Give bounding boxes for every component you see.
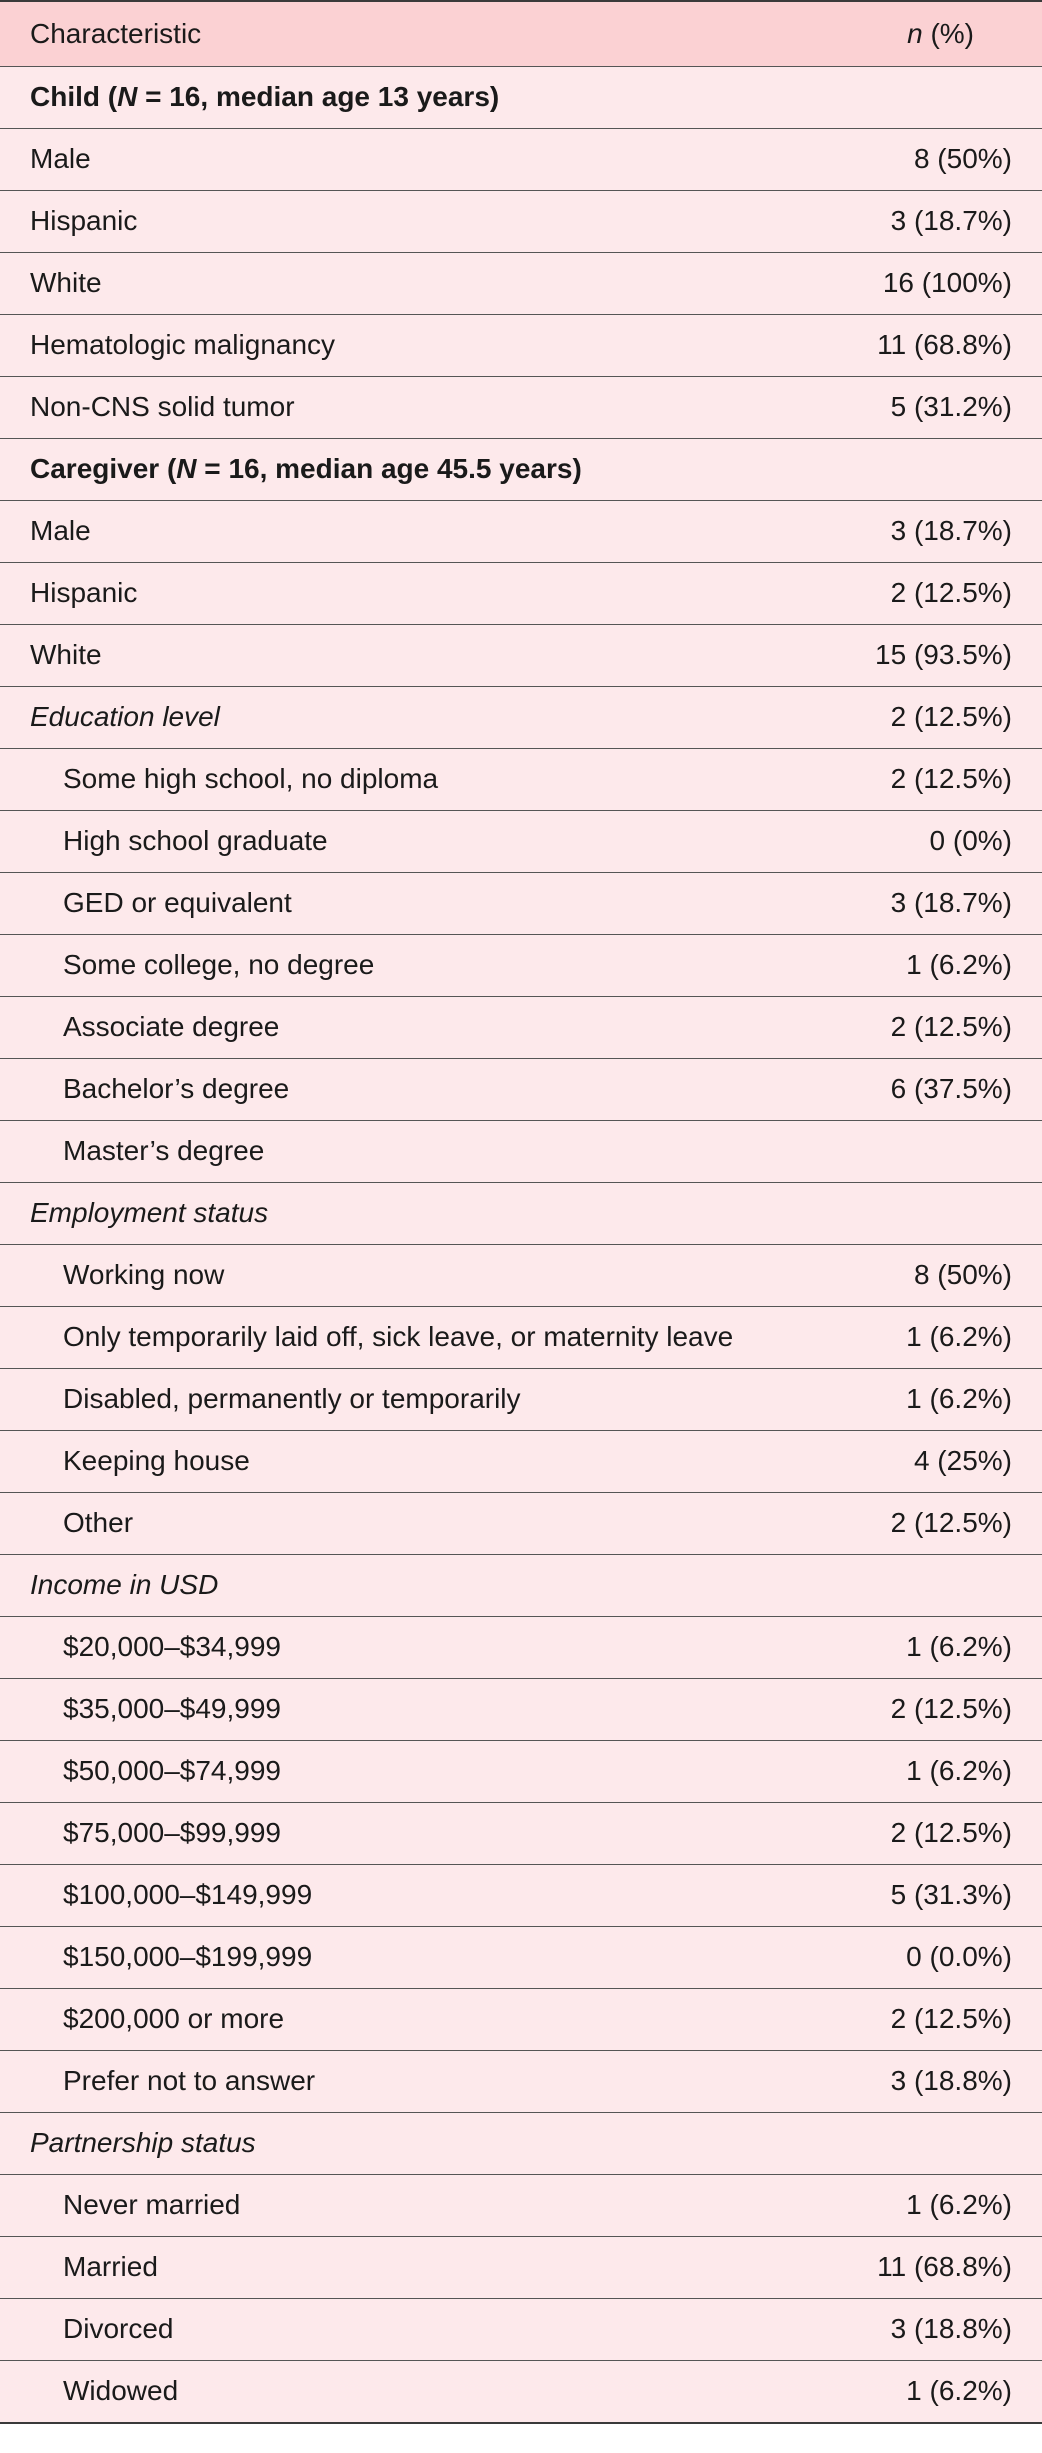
row-label: Non-CNS solid tumor: [0, 376, 830, 438]
row-label: $150,000–$199,999: [0, 1926, 830, 1988]
table-row: [0, 1430, 1042, 1492]
table-row: [0, 1678, 1042, 1740]
table-row: [0, 314, 1042, 376]
table-row: [0, 1802, 1042, 1864]
row-value: 1 (6.2%): [830, 1368, 1042, 1430]
row-value: 3 (18.7%): [830, 190, 1042, 252]
table-row: [0, 2174, 1042, 2236]
table-row: [0, 1058, 1042, 1120]
row-label: Bachelor’s degree: [0, 1058, 830, 1120]
table-row: [0, 190, 1042, 252]
row-label: Never married: [0, 2174, 830, 2236]
section-title-child: Child (N = 16, median age 13 years): [0, 66, 1042, 128]
row-value: 11 (68.8%): [830, 314, 1042, 376]
table-row: [0, 1988, 1042, 2050]
table-row: [0, 624, 1042, 686]
row-label: Some college, no degree: [0, 934, 830, 996]
row-value: 2 (12.5%): [830, 996, 1042, 1058]
subsection-value-education: 2 (12.5%): [830, 686, 1042, 748]
subsection-label-partnership: Partnership status: [0, 2112, 1042, 2174]
table-row: [0, 872, 1042, 934]
row-value: 0 (0%): [830, 810, 1042, 872]
row-label: GED or equivalent: [0, 872, 830, 934]
table-row: [0, 2050, 1042, 2112]
row-value: 2 (12.5%): [830, 562, 1042, 624]
row-label: $200,000 or more: [0, 1988, 830, 2050]
subsection-row-employment: [0, 1182, 1042, 1244]
subsection-row-income: [0, 1554, 1042, 1616]
row-label: White: [0, 624, 830, 686]
row-value: 1 (6.2%): [830, 2174, 1042, 2236]
row-label: Divorced: [0, 2298, 830, 2360]
row-label: Male: [0, 128, 830, 190]
table-row: [0, 1368, 1042, 1430]
characteristic-header: Characteristic: [0, 2, 830, 66]
table-row: [0, 810, 1042, 872]
row-label: $75,000–$99,999: [0, 1802, 830, 1864]
table-row: [0, 748, 1042, 810]
row-value: 1 (6.2%): [830, 1306, 1042, 1368]
table-row: [0, 2360, 1042, 2422]
n-label: n: [907, 17, 923, 49]
row-value: [830, 1120, 1042, 1182]
table-row: [0, 1306, 1042, 1368]
row-value: 0 (0.0%): [830, 1926, 1042, 1988]
row-label: Prefer not to answer: [0, 2050, 830, 2112]
row-value: 8 (50%): [830, 1244, 1042, 1306]
row-value: 1 (6.2%): [906, 2375, 1012, 2407]
row-label: Hispanic: [0, 190, 830, 252]
n-percent-header: [830, 2, 1042, 66]
row-value: 1 (6.2%): [830, 934, 1042, 996]
row-label: Keeping house: [0, 1430, 830, 1492]
table-row: [0, 1740, 1042, 1802]
table-row: [0, 1244, 1042, 1306]
subsection-row-partnership: [0, 2112, 1042, 2174]
table-row: [0, 1864, 1042, 1926]
row-label: $50,000–$74,999: [0, 1740, 830, 1802]
subsection-label-education: Education level: [0, 686, 830, 748]
row-value: 11 (68.8%): [830, 2236, 1042, 2298]
row-value: 2 (12.5%): [830, 748, 1042, 810]
row-value: 2 (12.5%): [830, 1492, 1042, 1554]
table-row: [0, 934, 1042, 996]
row-value: 4 (25%): [830, 1430, 1042, 1492]
row-label: Hematologic malignancy: [0, 314, 830, 376]
row-value: 8 (50%): [830, 128, 1042, 190]
subsection-row-education: [0, 686, 1042, 748]
row-value: 3 (18.7%): [830, 872, 1042, 934]
row-value: 1 (6.2%): [830, 1740, 1042, 1802]
row-value: 6 (37.5%): [830, 1058, 1042, 1120]
table-row: [0, 252, 1042, 314]
percent-label: (%): [922, 17, 974, 49]
row-label: $20,000–$34,999: [0, 1616, 830, 1678]
row-value: 2 (12.5%): [830, 1988, 1042, 2050]
row-label: Widowed: [63, 2375, 179, 2407]
table-row: [0, 1616, 1042, 1678]
row-label: Master’s degree: [0, 1120, 830, 1182]
row-value: 2 (12.5%): [830, 1802, 1042, 1864]
row-label: $100,000–$149,999: [0, 1864, 830, 1926]
table-row: [0, 128, 1042, 190]
row-label: High school graduate: [0, 810, 830, 872]
table-row: [0, 562, 1042, 624]
row-label: $35,000–$49,999: [0, 1678, 830, 1740]
row-label: Male: [0, 500, 830, 562]
section-row-child: [0, 66, 1042, 128]
row-value: 2 (12.5%): [830, 1678, 1042, 1740]
row-value: 3 (18.8%): [830, 2298, 1042, 2360]
row-label: Some high school, no diploma: [0, 748, 830, 810]
row-value: 3 (18.7%): [830, 500, 1042, 562]
section-title-caregiver: Caregiver (N = 16, median age 45.5 years): [0, 438, 1042, 500]
row-label: Other: [0, 1492, 830, 1554]
table-row: [0, 2236, 1042, 2298]
table-row: [0, 376, 1042, 438]
row-value: 3 (18.8%): [830, 2050, 1042, 2112]
table-row: [0, 1120, 1042, 1182]
subsection-label-income: Income in USD: [0, 1554, 1042, 1616]
header-row: [0, 2, 1042, 66]
table-row: [0, 500, 1042, 562]
table-row: [0, 996, 1042, 1058]
row-value: 1 (6.2%): [830, 1616, 1042, 1678]
section-row-caregiver: [0, 438, 1042, 500]
table-row: [0, 1926, 1042, 1988]
row-label: Married: [0, 2236, 830, 2298]
row-value: 16 (100%): [830, 252, 1042, 314]
row-label: Working now: [0, 1244, 830, 1306]
row-label: Only temporarily laid off, sick leave, or maternity leave: [0, 1306, 830, 1368]
row-value: 15 (93.5%): [830, 624, 1042, 686]
table-row: [0, 2298, 1042, 2360]
table-row: [0, 1492, 1042, 1554]
row-label: Associate degree: [0, 996, 830, 1058]
row-value: 5 (31.3%): [830, 1864, 1042, 1926]
row-label: White: [0, 252, 830, 314]
row-label: Disabled, permanently or temporarily: [0, 1368, 830, 1430]
row-value: 5 (31.2%): [830, 376, 1042, 438]
subsection-label-employment: Employment status: [0, 1182, 1042, 1244]
row-label: Hispanic: [0, 562, 830, 624]
